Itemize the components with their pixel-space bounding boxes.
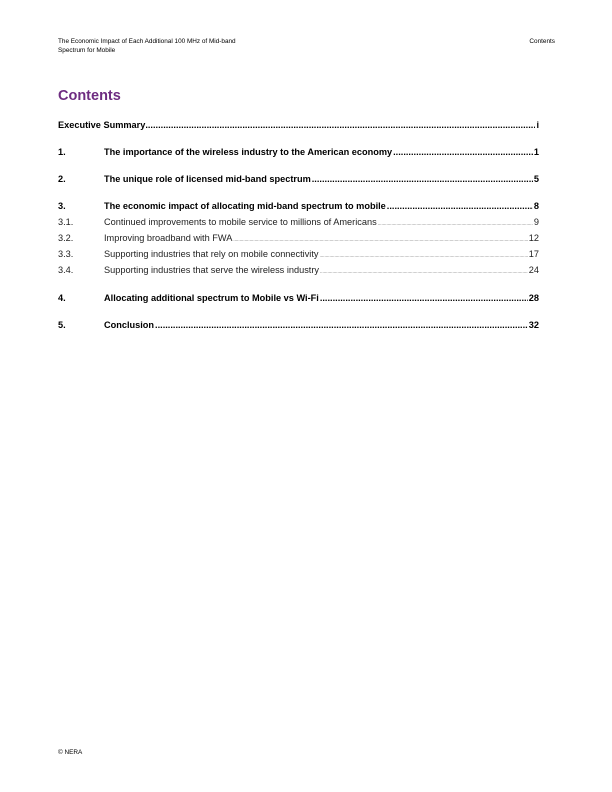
toc-entry-text: Executive Summary bbox=[58, 120, 146, 130]
toc-dot-leader bbox=[155, 320, 528, 330]
toc-page-number: 32 bbox=[528, 320, 539, 330]
toc-page-number: 12 bbox=[528, 233, 539, 243]
table-of-contents bbox=[58, 120, 539, 347]
toc-entry-text: Supporting industries that serve the wireless industry bbox=[104, 265, 319, 275]
toc-page-number: 8 bbox=[533, 201, 539, 211]
header-section-name: Contents bbox=[529, 38, 555, 45]
toc-entry-2[interactable] bbox=[58, 174, 539, 187]
toc-dot-leader bbox=[233, 237, 527, 242]
toc-entry-executive-summary[interactable] bbox=[58, 120, 539, 133]
toc-entry-3-3[interactable] bbox=[58, 249, 539, 262]
toc-entry-1[interactable] bbox=[58, 147, 539, 160]
toc-entry-4[interactable] bbox=[58, 293, 539, 306]
toc-entry-number: 3.1. bbox=[58, 217, 74, 227]
toc-dot-leader bbox=[393, 147, 533, 157]
header-document-title bbox=[58, 38, 318, 55]
toc-entry-text: The economic impact of allocating mid-band spectrum to mobile bbox=[104, 201, 386, 211]
toc-entry-text: Allocating additional spectrum to Mobile vs Wi-Fi bbox=[104, 293, 319, 303]
toc-page-number: i bbox=[536, 120, 539, 130]
toc-dot-leader bbox=[320, 293, 528, 303]
toc-dot-leader bbox=[378, 221, 533, 226]
toc-page-number: 17 bbox=[528, 249, 539, 259]
toc-entry-number: 2. bbox=[58, 174, 66, 184]
toc-entry-text: The importance of the wireless industry to the American economy bbox=[104, 147, 393, 157]
toc-dot-leader bbox=[320, 253, 528, 258]
toc-entry-3-2[interactable] bbox=[58, 233, 539, 246]
toc-entry-text: Supporting industries that rely on mobile connectivity bbox=[104, 249, 319, 259]
header-title-line-2: Spectrum for Mobile bbox=[58, 46, 116, 54]
toc-page-number: 1 bbox=[533, 147, 539, 157]
toc-entry-number: 4. bbox=[58, 293, 66, 303]
toc-entry-3[interactable] bbox=[58, 201, 539, 214]
toc-entry-number: 1. bbox=[58, 147, 66, 157]
toc-entry-number: 3. bbox=[58, 201, 66, 211]
toc-entry-text: The unique role of licensed mid-band spectrum bbox=[104, 174, 311, 184]
toc-entry-number: 3.2. bbox=[58, 233, 74, 243]
toc-entry-5[interactable] bbox=[58, 320, 539, 333]
toc-entry-3-1[interactable] bbox=[58, 217, 539, 230]
toc-dot-leader bbox=[320, 269, 528, 274]
toc-page-number: 24 bbox=[528, 265, 539, 275]
toc-entry-number: 3.4. bbox=[58, 265, 74, 275]
toc-entry-text: Continued improvements to mobile service to millions of Americans bbox=[104, 217, 377, 227]
toc-page-number: 5 bbox=[533, 174, 539, 184]
toc-dot-leader bbox=[145, 120, 535, 130]
page-title: Contents bbox=[58, 88, 121, 104]
toc-page-number: 9 bbox=[533, 217, 539, 227]
toc-dot-leader bbox=[387, 201, 533, 211]
toc-entry-text: Improving broadband with FWA bbox=[104, 233, 233, 243]
toc-entry-text: Conclusion bbox=[104, 320, 155, 330]
toc-page-number: 28 bbox=[528, 293, 539, 303]
toc-entry-3-4[interactable] bbox=[58, 265, 539, 278]
toc-entry-number: 5. bbox=[58, 320, 66, 330]
header-title-line-1: The Economic Impact of Each Additional 100 MHz of Mid-band bbox=[58, 38, 236, 45]
toc-dot-leader bbox=[312, 174, 533, 184]
page-footer-copyright: © NERA bbox=[58, 749, 83, 756]
toc-entry-number: 3.3. bbox=[58, 249, 74, 259]
